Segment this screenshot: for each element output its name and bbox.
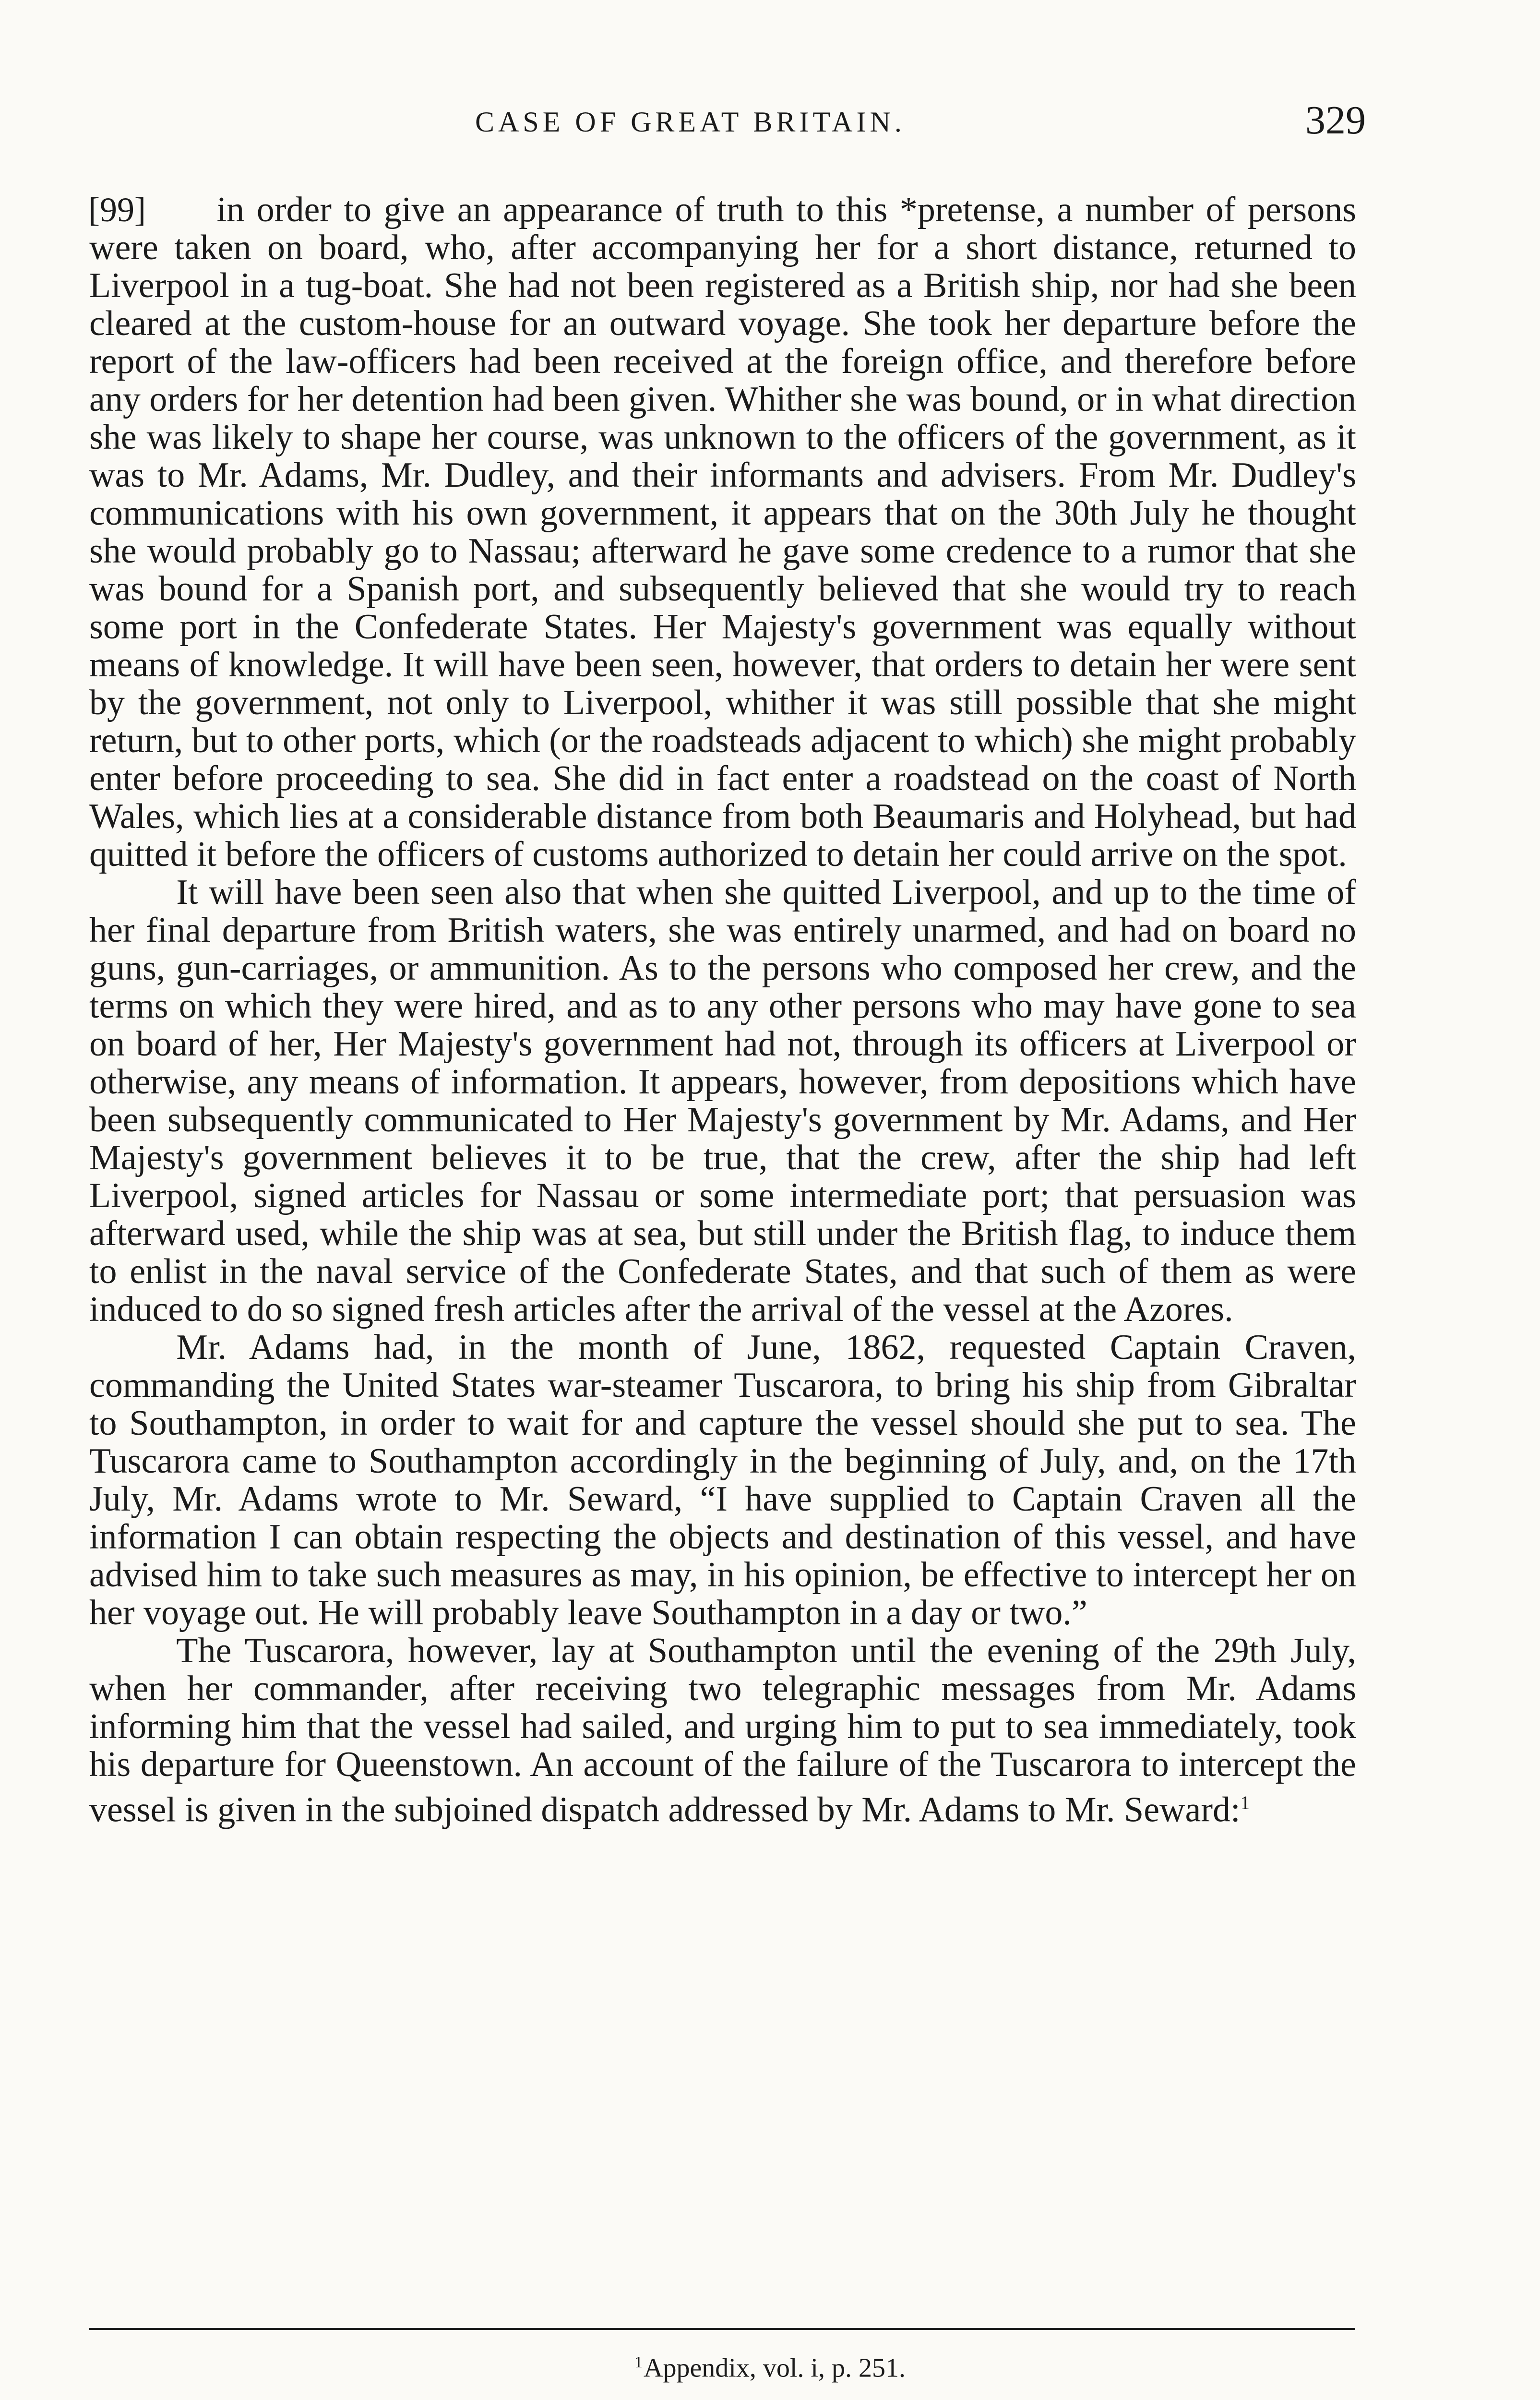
page-reference: [99] — [88, 191, 146, 229]
footnote-rule — [89, 2328, 1355, 2330]
paragraph-1-text: in order to give an appearance of truth to this *pretense, a number of persons were taken on board, who, after accompanying her for a short distance, returned to Liverpool in a tug-boat. She had not been registered as a British ship, nor had she been cleared at the custom-house for an outward voyage. She took her departure before the report of the law-officers had been received at the foreign office, and therefore before any orders for her detention had been given. Whither she was bound, or in what direction she was likely to shape her course, was unknown to the officers of the government, as it was to Mr. Adams, Mr. Dudley, and their informants and advisers. From Mr. Dudley's communications with his own government, it appears that on the 30th July he thought she would probably go to Nassau; afterward he gave some credence to a rumor that she was bound for a Spanish port, and subsequently believed that she would try to reach some port in the Confederate States. Her Majesty's government was equally without means of knowledge. It will have been seen, however, that orders to detain her were sent by the government, not only to Liverpool, whither it was still possible that she might return, but to other ports, which (or the roadsteads adjacent to which) she might probably enter before proceeding to sea. She did in fact enter a roadstead on the coast of North Wales, which lies at a considerable distance from both Beaumaris and Holyhead, but had quitted it before the officers of customs authorized to detain her could arrive on the spot. — [89, 190, 1356, 874]
page-number: 329 — [1305, 98, 1366, 143]
paragraph-4 — [89, 1632, 1356, 1829]
paragraph-2: It will have been seen also that when she quitted Liverpool, and up to the time of her final departure from British waters, she was entirely unarmed, and had on board no guns, gun-carriages, or ammunition. As to the persons who composed her crew, and the terms on which they were hired, and as to any other persons who may have gone to sea on board of her, Her Majesty's government had not, through its officers at Liverpool or otherwise, any means of information. It appears, however, from depositions which have been subsequently communicated to Her Majesty's government by Mr. Adams, and Her Majesty's government believes it to be true, that the crew, after the ship had left Liverpool, signed articles for Nassau or some intermediate port; that persuasion was afterward used, while the ship was at sea, but still under the British flag, to induce them to enlist in the naval service of the Confederate States, and that such of them as were induced to do so signed fresh articles after the arrival of the vessel at the Azores. — [89, 873, 1356, 1329]
running-head: CASE OF GREAT BRITAIN. — [475, 106, 906, 138]
footnote-marker: 1 — [634, 2353, 643, 2371]
main-text — [89, 191, 1356, 1829]
footnote-reference: 1 — [1240, 1792, 1250, 1813]
footnote — [0, 2346, 1540, 2385]
paragraph-4-text: The Tuscarora, however, lay at Southampton until the evening of the 29th July, when her commander, after receiving two telegraphic messages from Mr. Adams informing him that the vessel had sailed, and urging him to put to sea immediately, took his departure for Queenstown. An account of the failure of the Tuscarora to intercept the vessel is given in the subjoined dispatch addressed by Mr. Adams to Mr. Seward: — [89, 1631, 1356, 1830]
paragraph-3: Mr. Adams had, in the month of June, 1862, requested Captain Craven, commanding the United States war-steamer Tuscarora, to bring his ship from Gibraltar to Southampton, in order to wait for and capture the vessel should she put to sea. The Tuscarora came to Southampton accordingly in the beginning of July, and, on the 17th July, Mr. Adams wrote to Mr. Seward, “I have supplied to Captain Craven all the information I can obtain respecting the objects and destination of this vessel, and have advised him to take such measures as may, in his opinion, be effective to intercept her on her voyage out. He will probably leave Southampton in a day or two.” — [89, 1328, 1356, 1632]
page-header — [0, 98, 1540, 158]
footnote-text: Appendix, vol. i, p. 251. — [644, 2353, 906, 2383]
paragraph-1 — [89, 191, 1356, 874]
